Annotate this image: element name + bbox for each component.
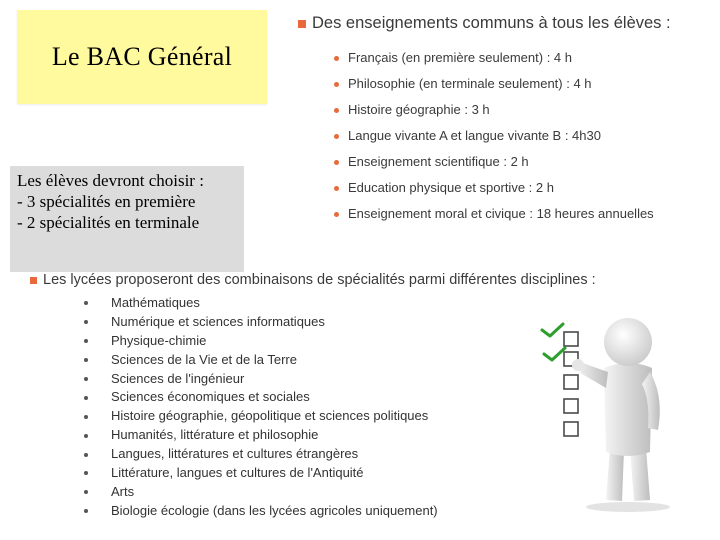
list-item	[84, 426, 438, 445]
list-item	[334, 97, 654, 123]
list-item	[84, 294, 438, 313]
bullet-icon	[84, 396, 88, 400]
choice-note	[10, 166, 244, 272]
list-item-text: Histoire géographie, géopolitique et sciences politiques	[111, 408, 429, 424]
square-bullet-icon	[298, 20, 306, 28]
list-item-text: Langue vivante A et langue vivante B : 4h30	[348, 128, 601, 143]
bullet-icon	[84, 471, 88, 475]
list-item	[84, 388, 438, 407]
list-item-text: Biologie écologie (dans les lycées agricoles uniquement)	[111, 502, 438, 518]
list-item	[334, 71, 654, 97]
list-item	[334, 45, 654, 71]
list-item-text: Mathématiques	[111, 295, 200, 310]
list-item-text: Enseignement moral et civique : 18 heures annuelles	[348, 206, 654, 221]
page-title: Le BAC Général	[51, 42, 233, 71]
bullet-icon	[334, 212, 339, 217]
list-item-text: Humanités, littérature et philosophie	[111, 427, 319, 443]
figure-torso	[604, 363, 652, 456]
list-item	[84, 502, 438, 521]
person-checklist-icon	[530, 300, 690, 515]
bullet-icon	[84, 509, 88, 513]
square-bullet-icon	[30, 277, 37, 284]
common-section-heading	[298, 14, 671, 33]
list-item	[84, 313, 438, 332]
bullet-icon	[84, 358, 88, 362]
bullet-icon	[84, 320, 88, 324]
bullet-icon	[334, 108, 339, 113]
list-item	[84, 332, 438, 351]
bullet-icon	[84, 301, 88, 305]
list-item	[84, 483, 438, 502]
bullet-icon	[84, 339, 88, 343]
figure-leg	[630, 448, 650, 501]
bullet-icon	[334, 82, 339, 87]
checkbox	[564, 399, 578, 413]
choice-note-line: - 2 spécialités en terminale	[17, 213, 200, 232]
list-item-text: Enseignement scientifique : 2 h	[348, 154, 529, 169]
list-item-text: Philosophie (en terminale seulement) : 4 h	[348, 76, 592, 91]
figure-head	[604, 318, 652, 366]
bullet-icon	[84, 453, 88, 457]
list-item	[334, 149, 654, 175]
check-mark-icon	[542, 324, 563, 336]
list-item	[84, 370, 438, 389]
list-item-text: Histoire géographie : 3 h	[348, 102, 490, 117]
list-item-text: Sciences de l'ingénieur	[111, 370, 245, 386]
figure-hand	[572, 359, 584, 371]
specialties-section-heading-text: Les lycées proposeront des combinaisons de spécialités parmi différentes disciplines :	[43, 272, 596, 288]
list-item-text: Sciences économiques et sociales	[111, 389, 310, 405]
list-item	[334, 123, 654, 149]
choice-note-line: Les élèves devront choisir :	[17, 171, 204, 190]
list-item-text: Langues, littératures et cultures étrangères	[111, 446, 359, 462]
bullet-icon	[84, 434, 88, 438]
checkbox	[564, 375, 578, 389]
bullet-icon	[334, 186, 339, 191]
checkbox	[564, 422, 578, 436]
bullet-icon	[84, 377, 88, 381]
bullet-icon	[334, 134, 339, 139]
list-item-text: Sciences de la Vie et de la Terre	[111, 351, 297, 367]
checkbox	[564, 332, 578, 346]
list-item-text: Littérature, langues et cultures de l'Antiquité	[111, 465, 364, 481]
common-list	[334, 45, 654, 227]
specialties-list	[84, 294, 438, 521]
list-item-text: Français (en première seulement) : 4 h	[348, 50, 572, 65]
choice-note-line: - 3 spécialités en première	[17, 192, 196, 211]
list-item	[334, 201, 654, 227]
list-item-text: Physique-chimie	[111, 332, 207, 348]
common-section-heading-text: Des enseignements communs à tous les élèves :	[312, 14, 671, 32]
bullet-icon	[334, 56, 339, 61]
bullet-icon	[84, 490, 88, 494]
list-item	[84, 445, 438, 464]
specialties-section-heading	[30, 272, 596, 288]
list-item	[84, 407, 438, 426]
list-item	[84, 351, 438, 370]
figure-leg	[606, 448, 624, 501]
bullet-icon	[334, 160, 339, 165]
list-item	[84, 464, 438, 483]
list-item-text: Numérique et sciences informatiques	[111, 313, 325, 329]
list-item-text: Education physique et sportive : 2 h	[348, 180, 554, 195]
list-item	[334, 175, 654, 201]
list-item-text: Arts	[111, 483, 135, 499]
bullet-icon	[84, 415, 88, 419]
title-box	[17, 10, 267, 104]
figure-shadow	[586, 502, 670, 512]
check-mark-icon	[544, 348, 565, 360]
